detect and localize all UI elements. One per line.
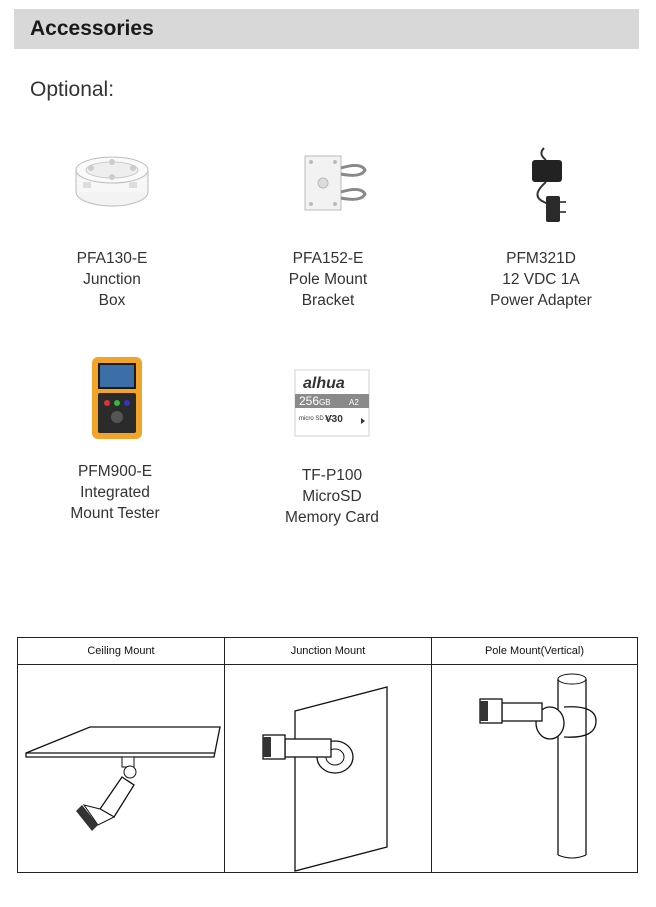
accessory-model: PFM900-E xyxy=(77,463,153,480)
accessory-model: PFA130-E xyxy=(76,250,148,267)
junction-box-icon xyxy=(57,140,167,240)
junction-mount-column xyxy=(225,638,432,872)
section-label: Optional: xyxy=(30,78,115,101)
accessory-pole-mount-bracket xyxy=(238,140,418,311)
accessory-desc-1: 12 VDC 1A xyxy=(502,271,580,288)
pole-mount-column xyxy=(432,638,637,872)
pole-mount-header: Pole Mount(Vertical) xyxy=(432,638,637,665)
power-adapter-icon xyxy=(486,140,596,240)
card-logo: micro SD XC xyxy=(299,416,334,422)
accessory-power-adapter xyxy=(451,140,631,311)
card-unit: GB xyxy=(319,398,331,407)
accessory-desc-1: Pole Mount xyxy=(288,271,368,288)
accessory-desc-1: Junction xyxy=(83,271,141,288)
accessory-desc-1: MicroSD xyxy=(302,488,362,505)
ceiling-mount-diagram xyxy=(18,665,224,872)
accessory-desc-1: Integrated xyxy=(80,484,150,501)
ceiling-mount-column xyxy=(18,638,225,872)
accessory-mount-tester xyxy=(25,353,205,524)
card-capacity: 256 xyxy=(299,394,320,408)
accessory-model: PFA152-E xyxy=(292,250,364,267)
card-speed: V30 xyxy=(325,414,343,425)
pole-mount-bracket-icon xyxy=(273,140,383,240)
junction-mount-diagram xyxy=(225,665,431,872)
accessory-microsd-card xyxy=(242,362,422,528)
accessory-desc-2: Memory Card xyxy=(285,509,379,526)
card-brand: alhua xyxy=(303,375,345,392)
accessory-model: TF-P100 xyxy=(301,467,363,484)
mount-tester-icon xyxy=(60,353,170,453)
accessory-desc-2: Mount Tester xyxy=(70,505,160,522)
accessory-desc-2: Power Adapter xyxy=(490,292,592,309)
accessory-desc-2: Box xyxy=(98,292,126,309)
mount-table xyxy=(17,637,638,873)
pole-mount-diagram xyxy=(432,665,637,872)
accessory-model: PFM321D xyxy=(506,250,576,267)
page-title: Accessories xyxy=(30,17,154,40)
header-bar xyxy=(14,9,639,49)
card-grade: A2 xyxy=(349,398,359,407)
accessory-junction-box xyxy=(22,140,202,311)
accessory-desc-2: Bracket xyxy=(301,292,355,309)
microsd-card-icon xyxy=(277,362,387,456)
ceiling-mount-header: Ceiling Mount xyxy=(18,638,224,665)
junction-mount-header: Junction Mount xyxy=(225,638,431,665)
